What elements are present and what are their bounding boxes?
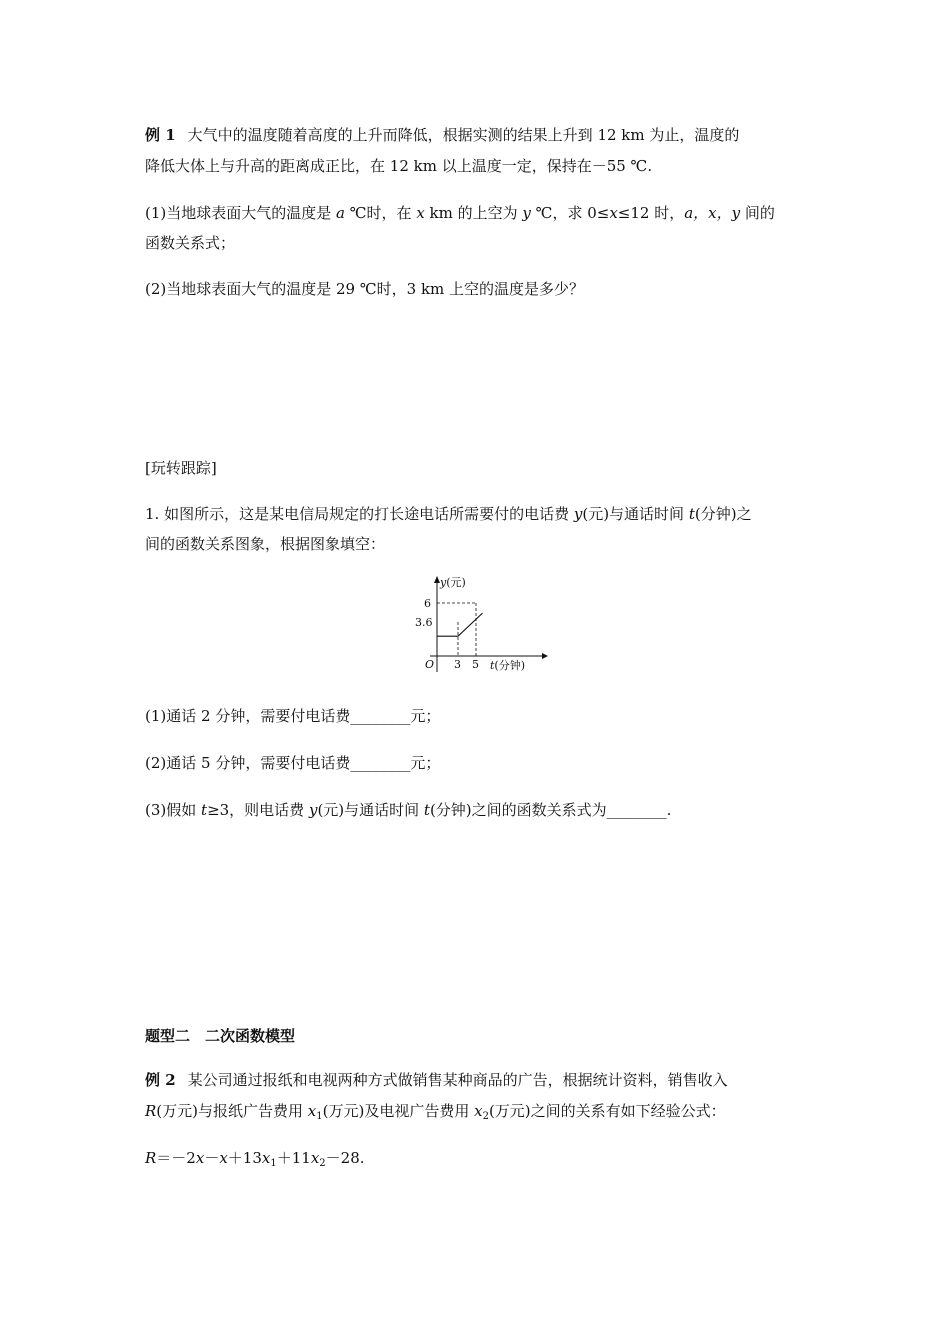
practice-heading: [玩转跟踪] xyxy=(145,459,217,477)
practice-problem-line2: 间的函数关系图象，根据图象填空： xyxy=(145,535,386,553)
y-tick-6: 6 xyxy=(424,597,431,610)
example2-formula: $R=-2x-x+13x_1+11x_2-28$. xyxy=(145,1149,365,1169)
example1-label: 例 1 xyxy=(145,126,176,144)
graph-svg xyxy=(410,572,550,680)
example2-line1: 例 2 某公司通过报纸和电视两种方式做销售某种商品的广告，根据统计资料，销售收入 xyxy=(145,1071,728,1089)
x-tick-3: 3 xyxy=(454,658,461,671)
example1-question1: (1)当地球表面大气的温度是 a ℃时，在 x km 的上空为 y ℃，求 0≤x≤12 时，a，x，y 间的 xyxy=(145,204,775,222)
practice-problem-line1: 1. 如图所示，这是某电信局规定的打长途电话所需要付的电话费 y(元)与通话时间 t(分钟)之 xyxy=(145,505,752,523)
origin-label: O xyxy=(425,658,435,671)
example1-text1: 大气中的温度随着高度的上升而降低，根据实测的结果上升到 12 km 为止，温度的 xyxy=(187,126,740,144)
example1-line1 xyxy=(145,125,739,145)
section2-heading: 题型二 二次函数模型 xyxy=(145,1027,296,1045)
practice-question3: (3)假如 t≥3，则电话费 y(元)与通话时间 t(分钟)之间的函数关系式为________. xyxy=(145,801,672,819)
example2-line2: R(万元)与报纸广告费用 $x_1$(万元)及电视广告费用 $x_2$(万元)之间的关系有如下经验公式： xyxy=(145,1102,726,1122)
x-tick-5: 5 xyxy=(472,658,479,671)
practice-question1: (1)通话 2 分钟，需要付电话费________元； xyxy=(145,707,441,725)
x-axis-label: t(分钟) xyxy=(490,659,526,672)
example1-question2: (2)当地球表面大气的温度是 29 ℃时，3 km 上空的温度是多少？ xyxy=(145,280,585,298)
example1-question1-cont: 函数关系式； xyxy=(145,234,236,252)
x-axis-arrow xyxy=(542,653,548,659)
example2-label: 例 2 xyxy=(145,1071,176,1089)
practice-question2: (2)通话 5 分钟，需要付电话费________元； xyxy=(145,754,441,772)
phone-fee-graph xyxy=(410,572,550,680)
y-axis-label: y(元) xyxy=(440,576,466,589)
example1-line2: 降低大体上与升高的距离成正比，在 12 km 以上温度一定，保持在－55 ℃. xyxy=(145,157,653,175)
y-tick-3-6: 3.6 xyxy=(415,616,433,629)
